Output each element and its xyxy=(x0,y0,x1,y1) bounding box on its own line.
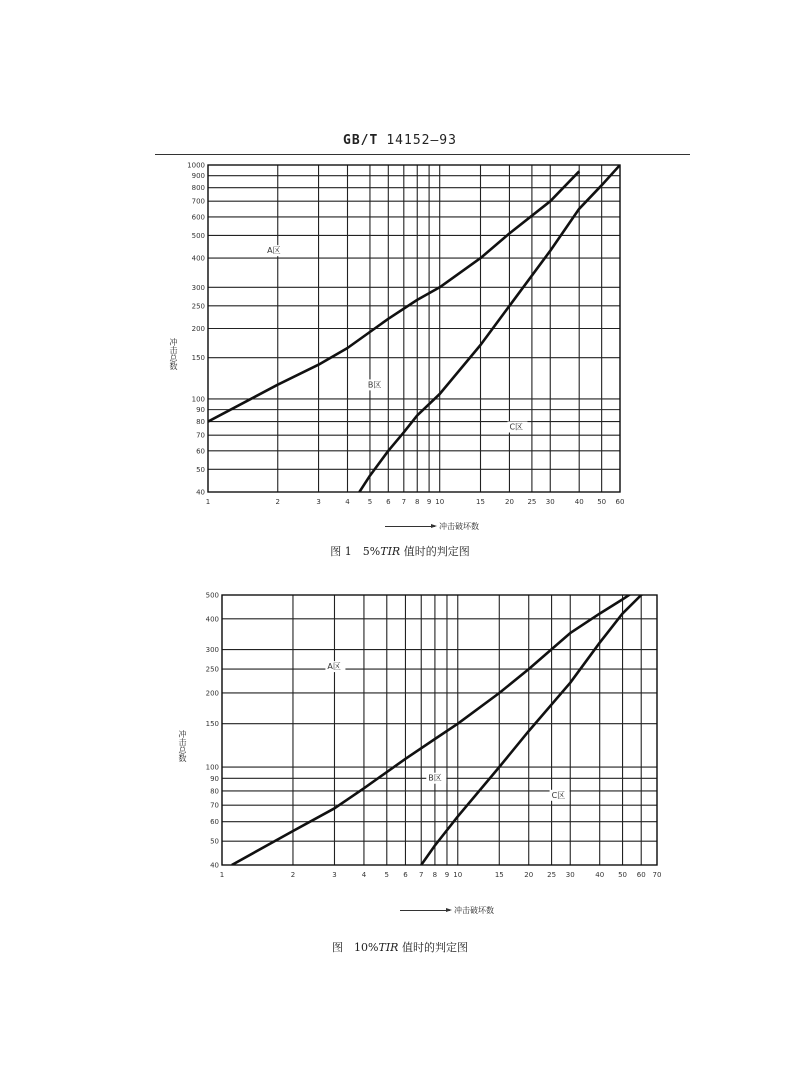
chart1-xtick-label: 6 xyxy=(386,498,391,506)
chart1-ytick-label: 600 xyxy=(191,213,205,222)
chart2-ytick-label: 200 xyxy=(205,689,219,698)
chart1-region-label: C区 xyxy=(509,422,524,432)
chart1-ytick-label: 100 xyxy=(191,395,205,404)
chart1-xtick-label: 2 xyxy=(275,498,280,506)
chart2-grid xyxy=(222,595,657,865)
chart2-ytick-label: 250 xyxy=(205,665,219,674)
chart1-ytick-label: 500 xyxy=(191,231,205,240)
chart2-frame xyxy=(222,595,657,865)
chart2-xtick-label: 8 xyxy=(432,871,438,879)
chart1-xtick-label: 8 xyxy=(415,498,420,506)
chart1-xtick-label: 10 xyxy=(435,498,445,506)
chart1-xtick-label: 30 xyxy=(545,498,555,506)
chart2-region-label: C区 xyxy=(551,790,566,800)
chart2-xtick-label: 20 xyxy=(524,871,534,879)
chart2-xtick-label: 1 xyxy=(219,871,225,879)
chart2-ytick-label: 90 xyxy=(210,774,219,783)
standard-header xyxy=(0,133,800,148)
standard-number: 14152—93 xyxy=(386,133,457,148)
chart1-xtick-label: 7 xyxy=(401,498,407,506)
chart2-ytick-label: 100 xyxy=(205,763,219,772)
chart1-xtick-label: 5 xyxy=(367,498,373,506)
chart2-xtick-label: 10 xyxy=(453,871,463,879)
chart2-xtick-label: 30 xyxy=(565,871,575,879)
chart-5pct-tir xyxy=(0,150,800,530)
chart2-ytick-label: 50 xyxy=(210,837,219,846)
chart1-ytick-label: 1000 xyxy=(187,161,205,170)
chart2-xtick-label: 50 xyxy=(618,871,628,879)
chart1-xtick-label: 9 xyxy=(426,498,432,506)
chart1-region-label: B区 xyxy=(367,380,382,390)
chart2-region-label: A区 xyxy=(327,662,341,672)
chart2-xtick-label: 3 xyxy=(332,871,337,879)
chart1-ytick-label: 800 xyxy=(191,184,205,193)
chart1-ytick-label: 300 xyxy=(191,283,205,292)
chart1-xtick-label: 60 xyxy=(615,498,625,506)
chart1-ytick-label: 150 xyxy=(191,354,205,363)
chart1-xtick-label: 20 xyxy=(504,498,514,506)
chart1-boundary-line-1 xyxy=(208,171,579,421)
chart2-x-arrow xyxy=(400,910,450,911)
chart1-grid xyxy=(208,165,620,492)
chart2-ytick-label: 300 xyxy=(205,646,219,655)
chart2-xtick-label: 6 xyxy=(403,871,408,879)
chart1-xtick-label: 4 xyxy=(345,498,350,506)
chart1-ytick-label: 40 xyxy=(196,488,205,497)
chart2-xtick-label: 7 xyxy=(419,871,424,879)
chart1-xtick-label: 25 xyxy=(527,498,537,506)
chart1-ytick-label: 50 xyxy=(196,465,205,474)
chart1-ylabel: 冲击总数 xyxy=(169,338,178,370)
chart-10pct-tir xyxy=(0,575,800,905)
chart1-ytick-label: 250 xyxy=(191,302,205,311)
chart1-region-label: A区 xyxy=(267,246,281,256)
chart1-xtick-label: 15 xyxy=(476,498,485,506)
chart1-ytick-label: 400 xyxy=(191,254,205,263)
chart2-region-label: B区 xyxy=(428,773,442,783)
chart2-xtick-label: 60 xyxy=(636,871,646,879)
chart2-xlabel: 冲击破坏数 xyxy=(400,905,494,916)
chart2-ytick-label: 80 xyxy=(210,787,219,796)
chart2-xtick-label: 40 xyxy=(595,871,605,879)
chart1-ytick-label: 200 xyxy=(191,325,205,333)
chart1-xlabel: 冲击破坏数 xyxy=(385,521,479,532)
chart2-ytick-label: 60 xyxy=(210,818,219,827)
chart1-ytick-label: 60 xyxy=(196,447,205,456)
chart1-x-arrow xyxy=(385,526,435,527)
chart2-xtick-label: 9 xyxy=(444,871,450,879)
chart1-xtick-label: 1 xyxy=(205,498,211,506)
standard-code: GB/T xyxy=(343,133,379,148)
chart2-ytick-label: 500 xyxy=(205,591,219,600)
chart2-ylabel: 冲击总数 xyxy=(178,730,187,762)
chart1-xtick-label: 50 xyxy=(597,498,607,506)
chart1-ytick-label: 90 xyxy=(196,406,205,415)
chart1-xtick-label: 40 xyxy=(574,498,584,506)
chart2-xtick-label: 2 xyxy=(290,871,296,879)
chart1-ytick-label: 70 xyxy=(196,431,205,440)
chart1-ytick-label: 900 xyxy=(191,172,205,181)
chart2-xtick-label: 4 xyxy=(361,871,367,879)
chart2-ytick-label: 400 xyxy=(205,615,219,624)
chart1-xtick-label: 3 xyxy=(316,498,321,506)
chart1-ytick-label: 80 xyxy=(196,418,205,427)
chart2-xtick-label: 5 xyxy=(384,871,390,879)
chart2-xtick-label: 15 xyxy=(494,871,504,879)
chart2-xtick-label: 25 xyxy=(547,871,557,879)
chart2-ytick-label: 40 xyxy=(210,861,219,870)
chart2-xtick-label: 70 xyxy=(652,871,662,879)
chart1-ytick-label: 700 xyxy=(191,197,205,206)
chart1-caption: 图 1 5%TIR 值时的判定图 xyxy=(330,545,470,558)
chart2-caption: 图 10%TIR 值时的判定图 xyxy=(332,941,468,954)
chart2-ytick-label: 150 xyxy=(205,720,219,729)
chart2-ytick-label: 70 xyxy=(210,801,219,810)
